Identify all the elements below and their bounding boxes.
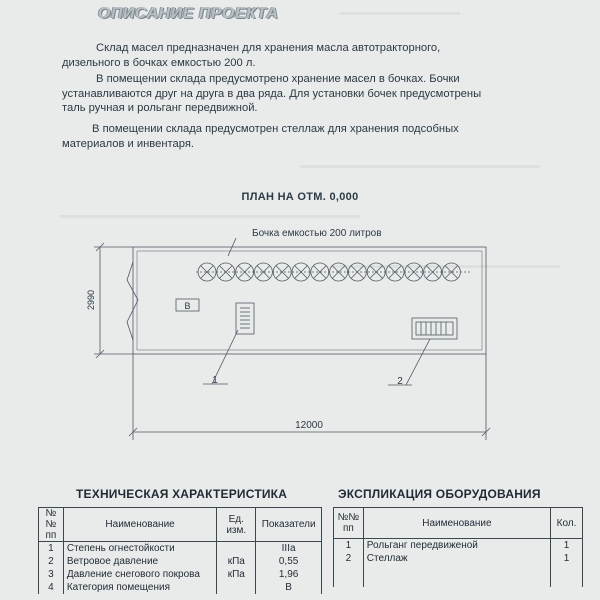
roller-conveyor-symbol: [203, 303, 254, 384]
text-line: материалов и инвентаря.: [62, 137, 194, 150]
page-title: ОПИСАНИЕ ПРОЕКТА: [98, 5, 279, 22]
cell-value: IIIa: [256, 542, 322, 556]
text-line: таль ручная и рольганг передвижной.: [62, 102, 258, 114]
equipment-title: ЭКСПЛИКАЦИЯ ОБОРУДОВАНИЯ: [338, 487, 541, 501]
text-line: В помещении склада предусмотрен стеллаж для хранения подсобных: [92, 123, 459, 135]
cell-num: 3: [39, 568, 64, 581]
cell-empty: [551, 565, 583, 587]
table-header-row: [39, 508, 322, 542]
table-row: [39, 555, 322, 568]
wall-break-line: [127, 262, 138, 340]
cell-qty: 1: [551, 539, 583, 553]
column-header-qty: Кол.: [551, 508, 583, 539]
cell-unit: [217, 581, 256, 594]
cell-num: 4: [39, 581, 64, 594]
table-row: [334, 539, 583, 553]
table-header-row: [334, 508, 583, 539]
cell-name: Категория помещения: [63, 581, 216, 594]
plan-title: ПЛАН НА ОТМ. 0,000: [241, 191, 359, 203]
column-header-value: Показатели: [256, 508, 322, 542]
shelving-symbol: [388, 318, 457, 385]
column-header-unit: Ед. изм.: [217, 508, 256, 542]
cell-value: В: [256, 581, 322, 594]
table-row: [39, 581, 322, 594]
cell-value: 0,55: [256, 555, 322, 568]
cell-unit: [217, 542, 256, 556]
cell-num: 1: [334, 539, 364, 553]
room-category-label: В: [184, 301, 191, 311]
tech-spec-table: [38, 507, 322, 594]
equipment-table: [333, 507, 583, 587]
cell-unit: кПа: [217, 555, 256, 568]
callout-number-1: 1: [212, 375, 218, 386]
callout-number-2: 2: [397, 376, 403, 387]
table-row: [39, 568, 322, 581]
height-dimension: 2990: [86, 289, 96, 311]
table-row: [39, 542, 322, 556]
text-line: Склад масел предназначен для хранения масла автотракторного,: [96, 42, 441, 54]
cell-name: Давление снегового покрова: [63, 568, 216, 581]
column-header-name: Наименование: [63, 508, 216, 542]
text-line: устанавливаются друг на друга в два ряда. Для установки бочек предусмотрены: [62, 87, 482, 100]
cell-num: 2: [334, 552, 364, 565]
cell-empty: [363, 565, 550, 587]
cell-name: Стеллаж: [363, 552, 550, 565]
text-line: В помещении склада предусмотрено хранение масел в бочках. Бочки: [96, 73, 460, 85]
barrels-label: Бочка емкостью 200 литров: [252, 228, 382, 239]
table-row: [334, 552, 583, 565]
cell-name: Рольганг передвиженой: [363, 539, 550, 553]
tech-spec-title: ТЕХНИЧЕСКАЯ ХАРАКТЕРИСТИКА: [76, 487, 288, 501]
column-header-num: №№ пп: [39, 508, 64, 542]
text-line: дизельного в бочках емкостью 200 л.: [62, 56, 256, 69]
cell-num: 2: [39, 555, 64, 568]
callout-leader-2: [406, 339, 430, 385]
cell-qty: 1: [551, 552, 583, 565]
cell-empty: [334, 565, 364, 587]
column-header-name: Наименование: [363, 508, 550, 539]
cell-unit: кПа: [217, 568, 256, 581]
column-header-num: №№ пп: [334, 508, 364, 539]
cell-value: 1,96: [256, 568, 322, 581]
table-row: [334, 565, 583, 587]
width-dimension: 12000: [295, 420, 323, 431]
cell-name: Степень огнестойкости: [63, 542, 216, 556]
cell-name: Ветровое давление: [63, 555, 216, 568]
cell-num: 1: [39, 542, 64, 556]
